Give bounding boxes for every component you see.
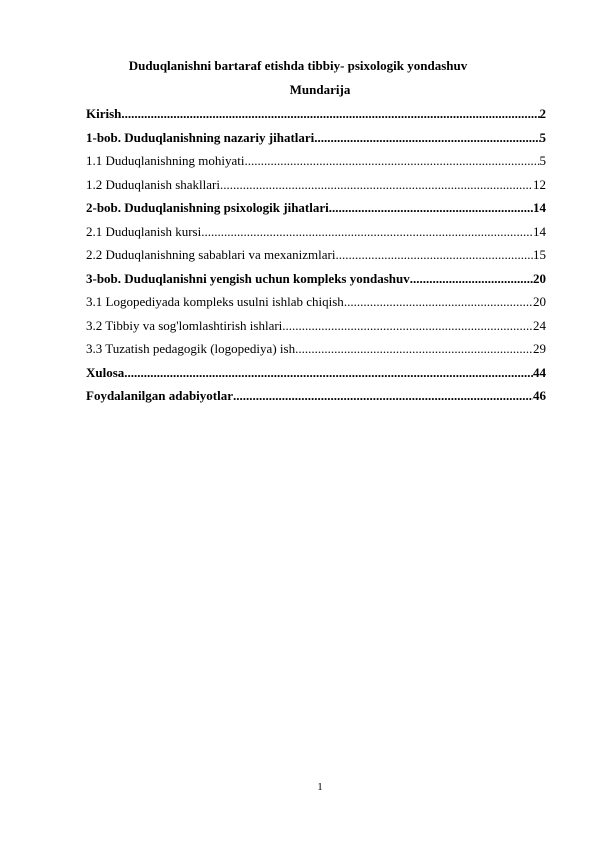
toc-leader-dots: [335, 247, 533, 263]
toc-entry-label: Xulosa: [86, 364, 125, 380]
toc-entry-label: 3.2 Tibbiy va sog'lomlashtirish ishlari: [86, 317, 283, 333]
toc-entry-page: 15: [533, 247, 546, 262]
toc-leader-dots: [201, 224, 533, 240]
toc-entry[interactable]: [86, 177, 546, 201]
toc-entry-page: 29: [533, 341, 546, 356]
toc-entry-label: 2-bob. Duduqlanishning psixologik jihatlari: [86, 200, 329, 215]
toc-entry[interactable]: [86, 153, 546, 177]
toc-entry[interactable]: [86, 106, 546, 130]
toc-leader-dots: [124, 365, 533, 381]
document-title: Duduqlanishni bartaraf etishda tibbiy- psixologik yondashuv: [128, 58, 468, 73]
toc-leader-dots: [344, 294, 533, 310]
toc-entry-label: 1.1 Duduqlanishning mohiyati: [86, 153, 245, 168]
toc-entry[interactable]: [86, 318, 546, 342]
toc-entry[interactable]: [86, 200, 546, 224]
toc-entry-label: 2.1 Duduqlanish kursi: [86, 223, 202, 239]
toc-leader-dots: [314, 130, 539, 146]
toc-leader-dots: [410, 271, 533, 287]
toc-entry[interactable]: [86, 365, 546, 389]
toc-leader-dots: [329, 200, 533, 216]
toc-entry-label: 2.2 Duduqlanishning sabablari va mexanizmlari: [86, 247, 336, 262]
toc-entry[interactable]: [86, 130, 546, 154]
page-number: 1: [317, 781, 323, 793]
toc-entry-page: 12: [533, 176, 546, 192]
toc-entry-page: 14: [533, 200, 546, 215]
toc-leader-dots: [220, 177, 533, 193]
toc-entry-label: 3.3 Tuzatish pedagogik (logopediya) ish: [86, 341, 296, 356]
toc-entry-label: 3.1 Logopediyada kompleks usulni ishlab chiqish: [86, 294, 344, 309]
table-of-contents: [86, 106, 546, 412]
toc-heading: Mundarija: [289, 82, 351, 97]
toc-entry-page: 5: [539, 153, 546, 168]
toc-entry-label: Kirish: [86, 106, 122, 121]
toc-leader-dots: [295, 341, 533, 357]
toc-leader-dots: [121, 106, 539, 122]
toc-entry-page: 2: [539, 106, 546, 121]
toc-entry-page: 46: [533, 388, 546, 403]
toc-entry[interactable]: [86, 294, 546, 318]
toc-entry[interactable]: [86, 247, 546, 271]
toc-entry-label: 1.2 Duduqlanish shakllari: [86, 176, 220, 192]
toc-entry[interactable]: [86, 388, 546, 412]
toc-entry-label: Foydalanilgan adabiyotlar: [86, 388, 233, 403]
toc-entry-page: 14: [533, 223, 546, 239]
toc-entry[interactable]: [86, 224, 546, 248]
toc-entry-page: 24: [533, 317, 546, 333]
toc-entry-label: 1-bob. Duduqlanishning nazariy jihatlari: [86, 129, 315, 145]
toc-entry-page: 5: [539, 129, 546, 145]
toc-entry-page: 20: [533, 270, 546, 286]
toc-entry-label: 3-bob. Duduqlanishni yengish uchun kompleks yondashuv: [86, 270, 410, 286]
toc-entry-page: 20: [533, 294, 546, 309]
toc-leader-dots: [282, 318, 533, 334]
toc-leader-dots: [245, 153, 540, 169]
toc-entry[interactable]: [86, 341, 546, 365]
toc-entry-page: 44: [533, 364, 546, 380]
toc-leader-dots: [233, 388, 533, 404]
toc-entry[interactable]: [86, 271, 546, 295]
